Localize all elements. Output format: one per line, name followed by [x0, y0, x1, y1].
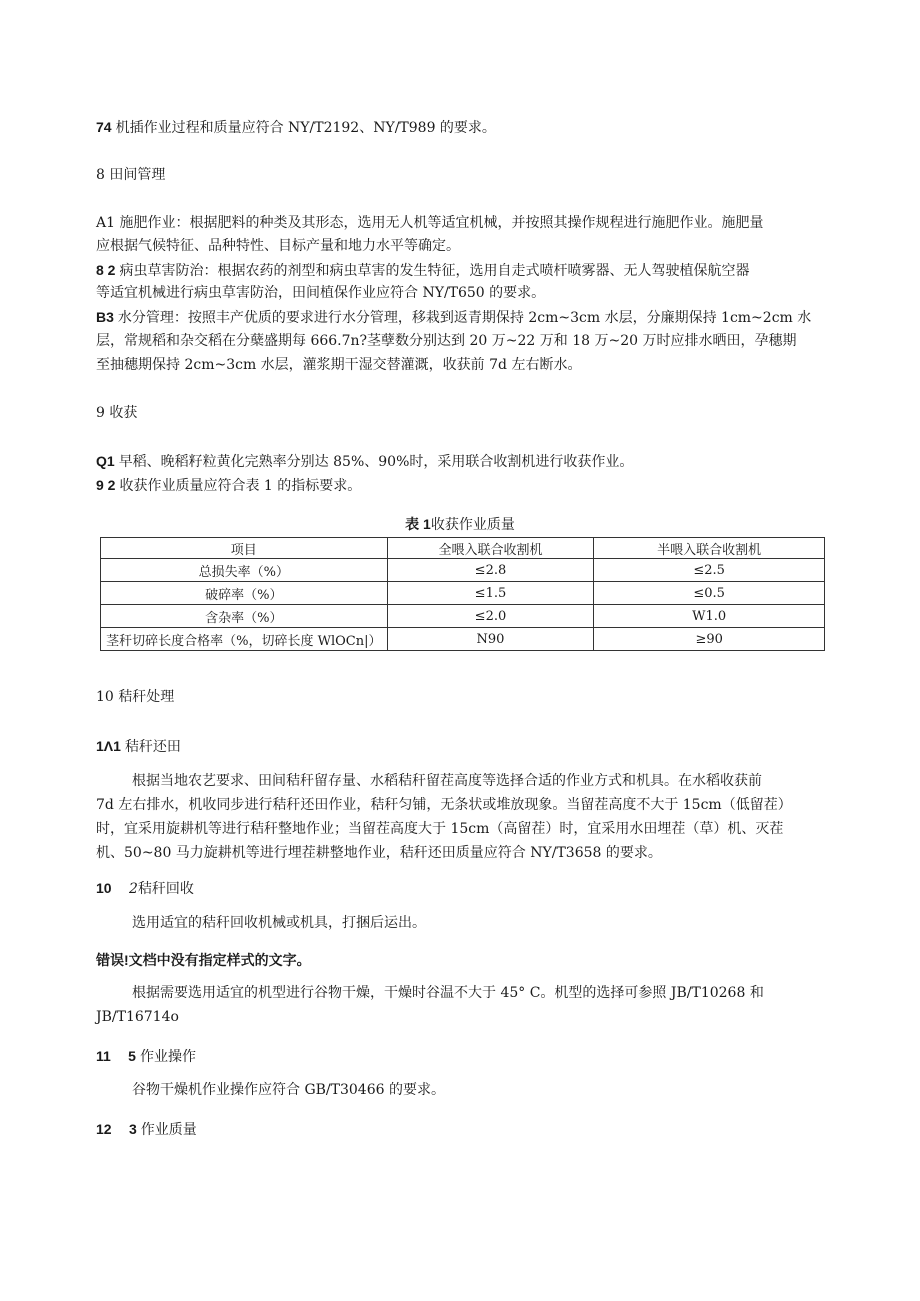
table-row [101, 605, 825, 628]
paragraph-8-3-line2: 层，常规稻和杂交稻在分蘖盛期每 666.7n?茎孽数分别达到 20 万~22 万和 18 万~20 万时应排水晒田，孕穗期 [96, 333, 797, 349]
table-caption-number: 表 1 [405, 516, 431, 532]
clause-number: 1Λ1 [96, 738, 121, 754]
table-caption-text: 收获作业质量 [430, 517, 515, 533]
table-cell: ≤2.8 [387, 559, 594, 582]
paragraph-10-1-line3: 时，宜采用旋耕机等进行秸秆整地作业；当留茬高度大于 15cm（高留茬）时，宜采用水田埋茬（草）机、灭茬 [96, 821, 784, 837]
clause-number: 10 [96, 880, 112, 896]
table-caption [0, 514, 920, 534]
table-cell: ≥90 [594, 628, 825, 651]
table-cell: W1.0 [594, 605, 825, 628]
paragraph-8-1-line2: 应根据气候特征、品种特性、目标产量和地力水平等确定。 [96, 238, 460, 254]
paragraph-8-2-line1 [96, 260, 749, 281]
paragraph-10-2: 选用适宜的秸秆回收机械或机具，打捆后运出。 [132, 915, 426, 931]
table-cell: ≤2.5 [594, 559, 825, 582]
heading-10-1 [96, 736, 181, 757]
harvest-quality-table [100, 537, 825, 651]
paragraph-7-4 [96, 117, 496, 138]
clause-text: 机插作业过程和质量应符合 NY/T2192、NY/T989 的要求。 [115, 120, 496, 136]
paragraph-8-3-line1 [96, 307, 811, 328]
clause-number: 11 [96, 1048, 111, 1064]
heading-10: 10 秸秆处理 [96, 689, 175, 705]
heading-10-2 [96, 878, 194, 899]
paragraph-10-1-line4: 机、50~80 马力旋耕机等进行埋茬耕整地作业，秸秆还田质量应符合 NY/T3658 的要求。 [96, 845, 662, 861]
paragraph-9-1 [96, 451, 633, 472]
header-item: 项目 [101, 538, 388, 559]
table-header-row [101, 538, 825, 559]
clause-number: 74 [96, 119, 112, 135]
table-row [101, 582, 825, 605]
header-half-feed: 半喂入联合收割机 [594, 538, 825, 559]
table-cell: 含杂率（%） [101, 605, 388, 628]
clause-number: 8 2 [96, 262, 116, 278]
paragraph-10-1-line1: 根据当地农艺要求、田间秸秆留存量、水稻秸秆留茬高度等选择合适的作业方式和机具。在水稻收获前 [132, 773, 762, 789]
paragraph-11-line1: 根据需要选用适宜的机型进行谷物干燥，干燥时谷温不大于 45° C。机型的选择可参照 JB/T10268 和 [132, 985, 764, 1001]
table-row [101, 559, 825, 582]
clause-title: 秸秆回收 [137, 881, 194, 897]
clause-number: B3 [96, 309, 114, 325]
clause-text: 施肥作业：根据肥料的种类及其形态，选用无人机等适宜机械，并按照其操作规程进行施肥作业。施肥量 [119, 215, 764, 231]
clause-number: A1 [96, 215, 116, 231]
clause-text: 早稻、晚稻籽粒黄化完熟率分别达 85%、90%时，采用联合收割机进行收获作业。 [118, 454, 634, 470]
clause-number: 12 [96, 1121, 112, 1137]
heading-9: 9 收获 [96, 405, 138, 421]
table-cell: ≤2.0 [387, 605, 594, 628]
paragraph-11-5: 谷物干燥机作业操作应符合 GB/T30466 的要求。 [132, 1082, 445, 1098]
table-cell: 茎秆切碎长度合格率（%，切碎长度 WlOCn|） [101, 628, 388, 651]
heading-11-5 [96, 1046, 196, 1067]
error-heading: 错误!文档中没有指定样式的文字。 [96, 952, 311, 968]
table-cell: ≤1.5 [387, 582, 594, 605]
table-cell: N90 [387, 628, 594, 651]
table-row [101, 628, 825, 651]
paragraph-9-2 [96, 475, 361, 496]
clause-title: 作业操作 [139, 1049, 196, 1065]
paragraph-8-1-line1 [96, 213, 763, 233]
table-cell: 总损失率（%） [101, 559, 388, 582]
clause-text: 收获作业质量应符合表 1 的指标要求。 [119, 478, 362, 494]
table-cell: ≤0.5 [594, 582, 825, 605]
clause-subnumber: 5 [128, 1048, 136, 1064]
clause-number: Q1 [96, 453, 115, 469]
heading-8: 8 田间管理 [96, 167, 166, 183]
heading-12-3 [96, 1119, 197, 1140]
clause-number: 9 2 [96, 477, 116, 493]
table-cell: 破碎率（%） [101, 582, 388, 605]
paragraph-8-2-line2: 等适宜机械进行病虫草害防治，田间植保作业应符合 NY/T650 的要求。 [96, 285, 546, 301]
clause-subnumber: 3 [128, 1121, 137, 1137]
paragraph-10-1-line2: 7d 左右排水，机收同步进行秸秆还田作业，秸秆匀铺，无条状或堆放现象。当留茬高度不大于 15cm（低留茬） [96, 797, 792, 813]
clause-text: 水分管理：按照丰产优质的要求进行水分管理，移栽到返青期保持 2cm~3cm 水层，分廉期保持 1cm~2cm 水 [117, 310, 812, 326]
header-full-feed: 全喂入联合收割机 [387, 538, 594, 559]
clause-text: 病虫草害防治：根据农药的剂型和病虫草害的发生特征，选用自走式喷杆喷雾器、无人驾驶植保航空器 [119, 263, 750, 279]
paragraph-11-line2: JB/T16714o [96, 1009, 179, 1025]
clause-title: 作业质量 [140, 1122, 197, 1138]
clause-subnumber: 2 [128, 881, 138, 897]
paragraph-8-3-line3: 至抽穗期保持 2cm~3cm 水层，灌浆期干湿交替灌溉，收获前 7d 左右断水。 [96, 357, 582, 373]
clause-title: 秸秆还田 [124, 739, 181, 755]
